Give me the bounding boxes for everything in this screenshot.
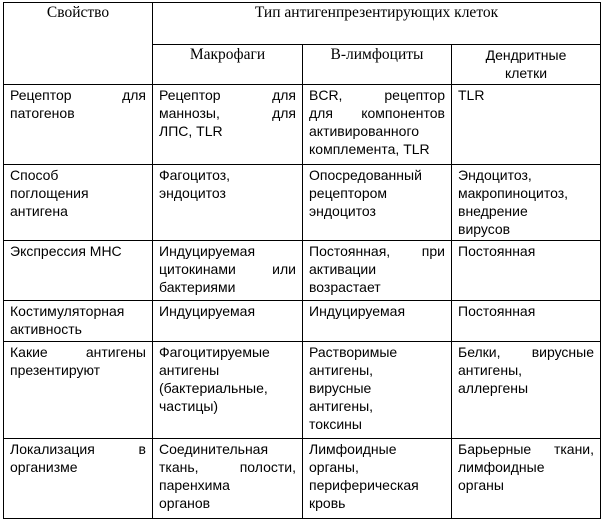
cell-macrophages: Рецептор для маннозы, для ЛПС, TLR (153, 85, 303, 165)
cell-macrophages: Индуцируемая цитокинами или бактериями (153, 241, 303, 301)
cell-property: Способ поглощения антигена (4, 165, 153, 241)
table-row (4, 165, 601, 241)
cell-property: Рецептор для патогенов (4, 85, 153, 165)
cell-b-cells: Индуцируемая (303, 301, 452, 342)
table-row (4, 342, 601, 439)
cell-macrophages: Фагоцитируемые антигены (бактериальные, частицы) (153, 342, 303, 439)
cell-macrophages: Фагоцитоз, эндоцитоз (153, 165, 303, 241)
cell-b-cells: Растворимые антигены, вирусные антигены, токсины (303, 342, 452, 439)
cell-b-cells: Опосредованный рецептором эндоцитоз (303, 165, 452, 241)
header-apc-type: Тип антигенпрезентирующих клеток (153, 3, 601, 45)
header-macrophages: Макрофаги (153, 45, 303, 85)
cell-b-cells: Лимфоидные органы, периферическая кровь (303, 439, 452, 519)
cell-property: Экспрессия MHC (4, 241, 153, 301)
cell-b-cells: Постоянная, при активации возрастает (303, 241, 452, 301)
cell-macrophages: Индуцируемая (153, 301, 303, 342)
apc-comparison-table (3, 2, 601, 519)
cell-property: Какие антигены презентируют (4, 342, 153, 439)
header-b-cells: В-лимфоциты (303, 45, 452, 85)
cell-property: Костимуляторная активность (4, 301, 153, 342)
cell-dendritic: Эндоцитоз, макропиноцитоз, внедрение вирусов (452, 165, 601, 241)
cell-dendritic: Барьерные ткани, лимфоидные органы (452, 439, 601, 519)
header-row-top (4, 3, 601, 45)
cell-dendritic: TLR (452, 85, 601, 165)
cell-property: Локализация в организме (4, 439, 153, 519)
table-row (4, 301, 601, 342)
header-dendritic-cells: Дендритные клетки (452, 45, 601, 85)
cell-b-cells: BCR, рецептор для компонентов активированного комплемента, TLR (303, 85, 452, 165)
header-property: Свойство (4, 3, 153, 85)
table-row (4, 241, 601, 301)
table-row (4, 85, 601, 165)
table-row (4, 439, 601, 519)
cell-macrophages: Соединительная ткань, полости, паренхима органов (153, 439, 303, 519)
cell-dendritic: Белки, вирусные антигены, аллергены (452, 342, 601, 439)
cell-dendritic: Постоянная (452, 241, 601, 301)
cell-dendritic: Постоянная (452, 301, 601, 342)
